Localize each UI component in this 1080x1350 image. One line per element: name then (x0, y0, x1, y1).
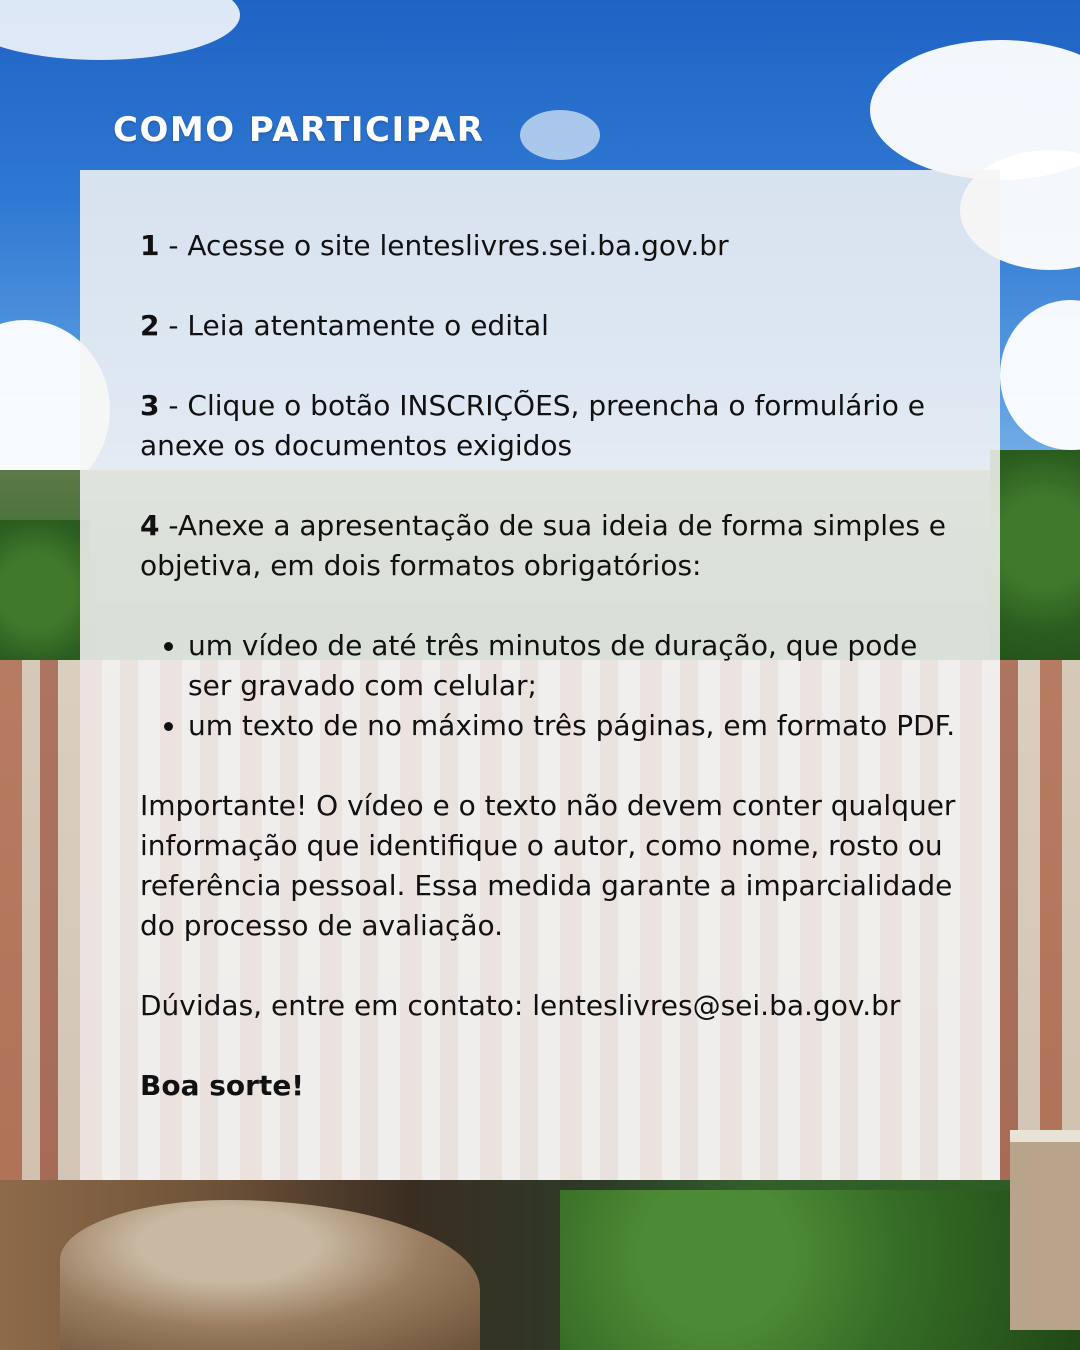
instructions-panel (80, 170, 1000, 1180)
step-number: 3 (140, 389, 160, 422)
format-item-video: • um vídeo de até três minutos de duração, que pode ser gravado com celular; (188, 626, 960, 706)
step-text: - Leia atentamente o edital (159, 309, 549, 342)
step-2 (140, 306, 960, 346)
trees (560, 1190, 1080, 1350)
step-text: - Clique o botão INSCRIÇÕES, preencha o formulário e anexe os documentos exigidos (140, 389, 925, 462)
contact-line: Dúvidas, entre em contato: lenteslivres@sei.ba.gov.br (140, 989, 901, 1022)
cloud (520, 110, 600, 160)
step-1 (140, 226, 960, 266)
step-4 (140, 506, 960, 586)
format-list (140, 626, 960, 746)
step-text: - Acesse o site lenteslivres.sei.ba.gov.br (159, 229, 729, 262)
format-item-text: • um texto de no máximo três páginas, em formato PDF. (188, 706, 960, 746)
step-3 (140, 386, 960, 466)
bridge (1010, 1130, 1080, 1330)
instructions-content (140, 226, 960, 1106)
step-number: 4 (140, 509, 160, 542)
page-title: COMO PARTICIPAR (113, 110, 485, 150)
forest (990, 450, 1080, 680)
step-number: 1 (140, 229, 160, 262)
closing-message: Boa sorte! (140, 1069, 305, 1102)
important-note: Importante! O vídeo e o texto não devem conter qualquer informação que identifique o autor, como nome, rosto ou referência pessoal. Essa medida garante a imparcialidade do processo de avaliação. (140, 789, 956, 942)
step-text: -Anexe a apresentação de sua ideia de forma simples e objetiva, em dois formatos obrigatórios: (140, 509, 947, 582)
step-number: 2 (140, 309, 160, 342)
